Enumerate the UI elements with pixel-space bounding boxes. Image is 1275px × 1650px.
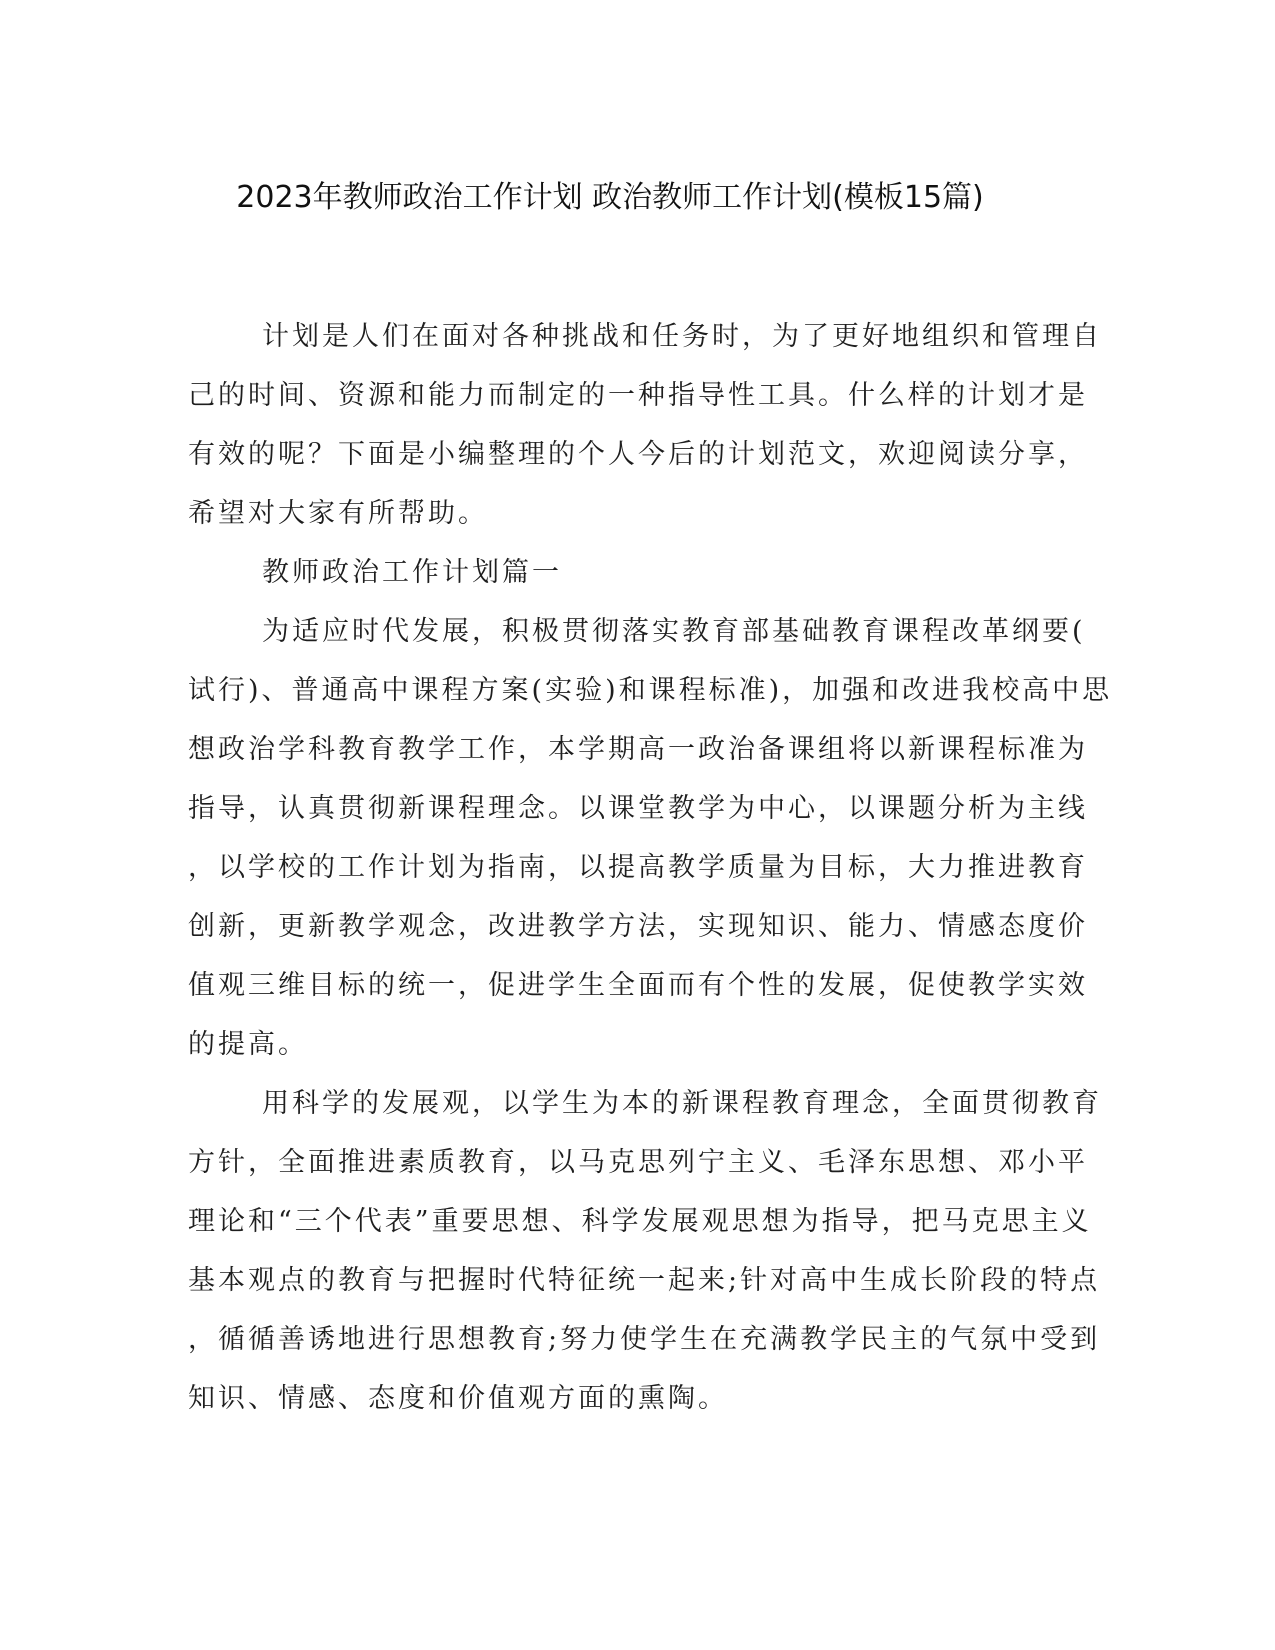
section-heading: 教师政治工作计划篇一 <box>262 557 562 588</box>
paragraph-line: 试行)、普通高中课程方案(实验)和课程标准)，加强和改进我校高中思 <box>188 675 1113 706</box>
paragraph-line: 用科学的发展观，以学生为本的新课程教育理念，全面贯彻教育 <box>262 1088 1102 1119</box>
document-title: 2023年教师政治工作计划 政治教师工作计划(模板15篇) <box>236 180 984 215</box>
intro-line: 有效的呢？下面是小编整理的个人今后的计划范文，欢迎阅读分享， <box>188 439 1088 470</box>
paragraph-line: ，以学校的工作计划为指南，以提高教学质量为目标，大力推进教育 <box>188 852 1088 883</box>
paragraph-line: 的提高。 <box>188 1029 308 1060</box>
paragraph-line: 指导，认真贯彻新课程理念。以课堂教学为中心，以课题分析为主线 <box>188 793 1088 824</box>
paragraph-line: 知识、情感、态度和价值观方面的熏陶。 <box>188 1383 728 1414</box>
paragraph-line: 理论和“三个代表”重要思想、科学发展观思想为指导，把马克思主义 <box>188 1206 1092 1237</box>
paragraph-line: 值观三维目标的统一，促进学生全面而有个性的发展，促使教学实效 <box>188 970 1088 1001</box>
paragraph-line: 方针，全面推进素质教育，以马克思列宁主义、毛泽东思想、邓小平 <box>188 1147 1088 1178</box>
intro-line: 希望对大家有所帮助。 <box>188 498 488 529</box>
paragraph-line: ，循循善诱地进行思想教育;努力使学生在充满教学民主的气氛中受到 <box>188 1324 1101 1355</box>
intro-line: 计划是人们在面对各种挑战和任务时，为了更好地组织和管理自 <box>262 321 1102 352</box>
paragraph-line: 基本观点的教育与把握时代特征统一起来;针对高中生成长阶段的特点 <box>188 1265 1101 1296</box>
paragraph-line: 想政治学科教育教学工作，本学期高一政治备课组将以新课程标准为 <box>188 734 1088 765</box>
paragraph-line: 为适应时代发展，积极贯彻落实教育部基础教育课程改革纲要( <box>262 616 1086 647</box>
paragraph-line: 创新，更新教学观念，改进教学方法，实现知识、能力、情感态度价 <box>188 911 1088 942</box>
intro-line: 己的时间、资源和能力而制定的一种指导性工具。什么样的计划才是 <box>188 380 1088 411</box>
